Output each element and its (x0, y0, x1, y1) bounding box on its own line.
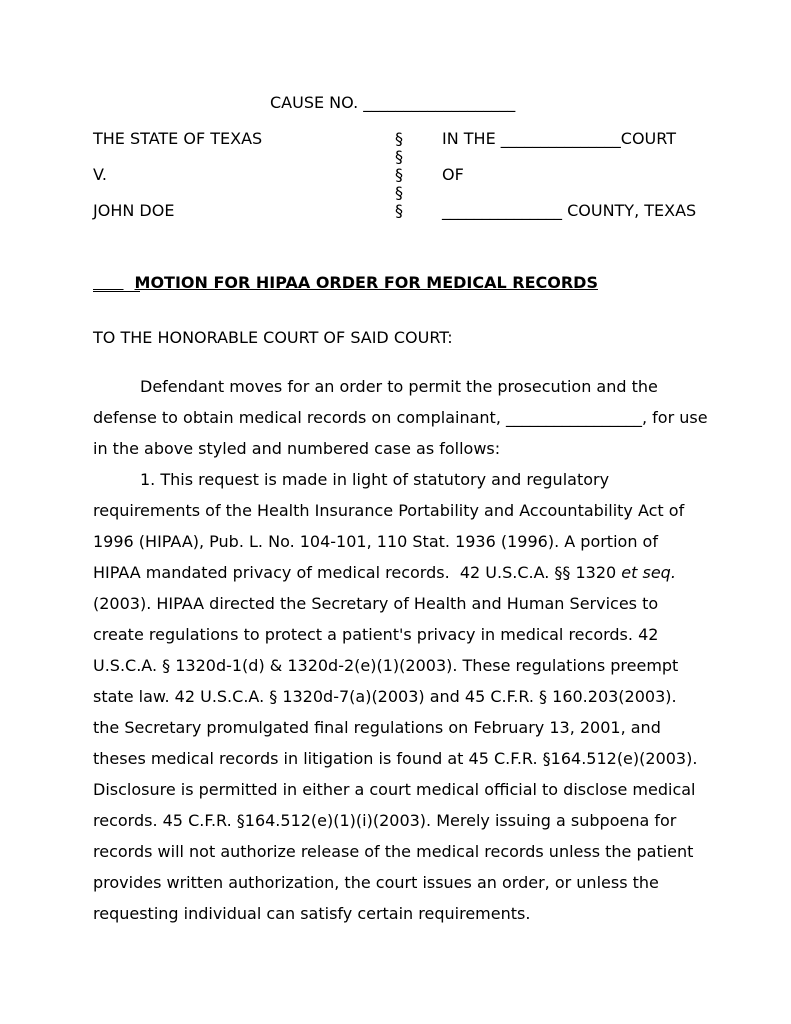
title-lead-rule (93, 291, 140, 292)
caption-defendant: JOHN DOE (93, 201, 175, 220)
paragraph-line: the Secretary promulgated final regulations on February 13, 2001, and (93, 718, 661, 737)
intro-line: defense to obtain medical records on complainant, _________________, for use (93, 408, 708, 427)
document-title (93, 273, 598, 293)
paragraph-line: 1. This request is made in light of statutory and regulatory (140, 470, 610, 489)
caption-versus: V. (93, 165, 107, 184)
salutation: TO THE HONORABLE COURT OF SAID COURT: (93, 328, 453, 347)
paragraph-line: records. 45 C.F.R. §164.512(e)(1)(i)(2003). Merely issuing a subpoena for (93, 811, 677, 830)
cause-number: CAUSE NO. ___________________ (270, 93, 516, 112)
section-symbol: § (395, 165, 403, 184)
paragraph-line: U.S.C.A. § 1320d-1(d) & 1320d-2(e)(1)(2003). These regulations preempt (93, 656, 679, 675)
intro-line: in the above styled and numbered case as follows: (93, 439, 501, 458)
paragraph-line: requesting individual can satisfy certain requirements. (93, 904, 531, 923)
paragraph-line: 1996 (HIPAA), Pub. L. No. 104-101, 110 Stat. 1936 (1996). A portion of (93, 532, 658, 551)
italic-et-seq: et seq. (621, 563, 676, 582)
paragraph-line: provides written authorization, the court issues an order, or unless the (93, 873, 659, 892)
paragraph-line: requirements of the Health Insurance Portability and Accountability Act of (93, 501, 685, 520)
paragraph-line: theses medical records in litigation is found at 45 C.F.R. §164.512(e)(2003). (93, 749, 698, 768)
paragraph-line: state law. 42 U.S.C.A. § 1320d-7(a)(2003) and 45 C.F.R. § 160.203(2003). (93, 687, 677, 706)
intro-line: Defendant moves for an order to permit the prosecution and the (140, 377, 658, 396)
paragraph-line: (2003). HIPAA directed the Secretary of Health and Human Services to (93, 594, 659, 613)
paragraph-line: Disclosure is permitted in either a court medical official to disclose medical (93, 780, 696, 799)
title-underline-lead (93, 273, 124, 292)
caption-of: OF (442, 165, 464, 184)
paragraph-line: records will not authorize release of the medical records unless the patient (93, 842, 694, 861)
title-text: MOTION FOR HIPAA ORDER FOR MEDICAL RECORDS (134, 273, 598, 292)
paragraph-text: HIPAA mandated privacy of medical records. 42 U.S.C.A. §§ 1320 (93, 563, 622, 582)
caption-plaintiff: THE STATE OF TEXAS (93, 129, 263, 148)
caption-county: _______________ COUNTY, TEXAS (442, 201, 697, 220)
caption-court: IN THE _______________COURT (442, 129, 676, 148)
section-symbol: § (395, 201, 403, 220)
section-symbol: § (395, 183, 403, 202)
paragraph-line (93, 563, 676, 583)
paragraph-line: create regulations to protect a patient's privacy in medical records. 42 (93, 625, 659, 644)
section-symbol: § (395, 147, 403, 166)
section-symbol: § (395, 129, 403, 148)
